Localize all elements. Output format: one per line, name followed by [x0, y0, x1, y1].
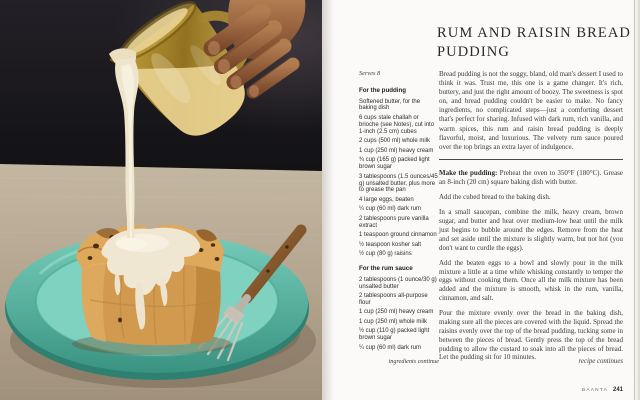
step-text: Preheat the oven to 350°F (180°C). Grease an 8-inch (20 cm) square baking dish with butter.	[439, 168, 623, 186]
page-edge-line	[634, 0, 635, 400]
footer-chapter-label: BAANTA	[581, 388, 608, 393]
ingredient-item: 3 tablespoons (1.5 ounces/45 g) unsalted butter, plus more to grease the pan	[359, 173, 438, 194]
instruction-step: Add the cubed bread to the baking dish.	[439, 192, 551, 201]
ingredient-item: 1 teaspoon ground cinnamon	[359, 232, 437, 239]
ingredients-heading-pudding: For the pudding	[359, 87, 407, 94]
instruction-step: Add the beaten eggs to a bowl and slowly pour in the milk mixture a little at a time while whisking constantly to temper the eggs without cooking them. Once all the milk mixture has been added and the mixture is smooth, whisk in the rum, vanilla, cinnamon, and salt.	[439, 258, 623, 303]
serves-note: Serves 8	[359, 70, 381, 77]
recipe-title	[437, 24, 633, 62]
recipe-title-line1: RUM AND RAISIN BREAD	[437, 25, 632, 41]
ingredient-item: 1 cup (250 ml) heavy cream	[359, 309, 434, 316]
ingredient-item: ¾ cup (165 g) packed light brown sugar	[359, 157, 430, 171]
ingredient-item: ½ teaspoon kosher salt	[359, 241, 422, 248]
ingredient-item: 1 cup (250 ml) whole milk	[359, 318, 428, 325]
recipe-continues-note: recipe continues	[578, 358, 623, 365]
ingredient-item: 6 cups stale challah or brioche (see Notes), cut into 1-inch (2.5 cm) cubes	[359, 114, 435, 135]
ingredient-item: 2 tablespoons pure vanilla extract	[359, 215, 429, 229]
ingredient-item: 1 cup (250 ml) heavy cream	[359, 147, 434, 154]
recipe-page	[322, 0, 640, 400]
ingredient-item: 2 tablespoons all-purpose flour	[359, 293, 428, 306]
step-lead-in: Make the pudding:	[439, 168, 498, 177]
ingredient-item: ¼ cup (60 ml) dark rum	[359, 344, 422, 351]
instruction-step: Pour the mixture evenly over the bread in the baking dish, making sure all the pieces are covered with the liquid. Spread the raisins evenly over the top of the bread pudding, tucking some in between the pieces of bread. Gently press the top of the bread pudding to allow the custard to soak into all the pieces of bread. Let the pudding sit for 10 minutes.	[439, 309, 623, 362]
recipe-body-column	[439, 70, 623, 369]
instruction-step: In a small saucepan, combine the milk, heavy cream, brown sugar, and butter and heat over medium-low heat until the milk just begins to bubble around the edges. Remove from the heat and set aside until the mixture is slightly warm, but not hot (you don't want to curdle the eggs).	[439, 208, 623, 252]
page-footer	[439, 378, 623, 396]
ingredient-item: Softened butter, for the baking dish	[359, 98, 421, 112]
ingredients-column	[359, 70, 439, 365]
recipe-title-line2: PUDDING	[437, 43, 510, 60]
ingredient-item: ¼ cup (60 ml) dark rum	[359, 206, 422, 213]
page-gutter-shadow	[322, 0, 334, 400]
ingredient-item: 2 cups (500 ml) whole milk	[359, 138, 431, 145]
ingredients-continue-note: ingredients continue	[388, 357, 439, 365]
ingredient-item: 2 tablespoons (1 ounce/30 g) unsalted butter	[359, 276, 437, 290]
ingredient-item: ½ cup (80 g) raisins	[359, 251, 412, 258]
footer-page-number: 241	[612, 387, 623, 393]
instruction-step	[439, 169, 623, 187]
recipe-intro: Bread pudding is not the soggy, bland, old man's dessert I used to think it was. Trust me, this one is a game changer. It's rich, buttery, and just the right amount of boozy. The sweetness is spot on, and bread pudding couldn't be easier to make. No fancy ingredients, no complicated steps—just a comforting dessert that's perfect for sharing. Infused with dark rum, rich vanilla, and warm spices, this rum and raisin bread pudding is deeply flavorful, moist, and luxurious. The velvety rum sauce poured over the top brings an extra layer of indulgence.	[439, 70, 623, 151]
ingredient-item: 4 large eggs, beaten	[359, 196, 414, 203]
ingredients-heading-sauce: For the rum sauce	[359, 265, 413, 273]
ingredient-item: ½ cup (110 g) packed light brown sugar	[359, 328, 430, 342]
section-divider	[439, 159, 623, 160]
